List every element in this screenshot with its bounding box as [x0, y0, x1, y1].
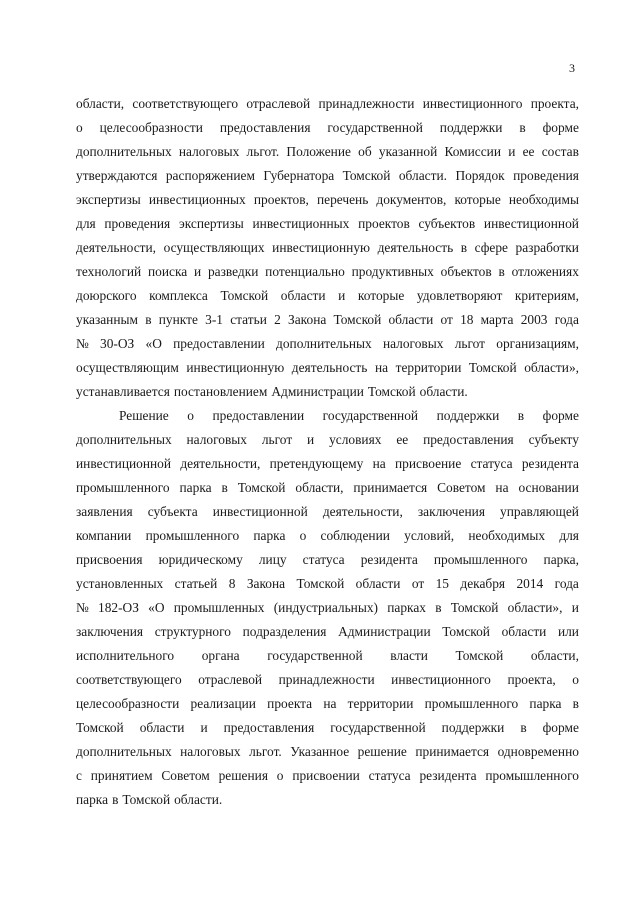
word: декабря — [460, 576, 506, 591]
word: статуса — [302, 552, 345, 567]
word: Советом — [437, 480, 486, 495]
word: основании — [518, 480, 579, 495]
word: технологий — [76, 264, 142, 279]
word: деятельности, — [76, 240, 157, 255]
word: области — [388, 312, 434, 327]
word: инвестиционной — [483, 216, 579, 231]
word: управляющей — [500, 504, 579, 519]
word: или — [557, 624, 579, 639]
word: принадлежности — [278, 672, 375, 687]
word: форме — [542, 720, 579, 735]
word: Комиссии — [444, 144, 502, 159]
word: о — [572, 672, 579, 687]
text-line — [76, 116, 579, 140]
word: инвестиционную — [186, 360, 285, 375]
word: на — [323, 696, 337, 711]
document-body — [76, 92, 579, 812]
text-line — [76, 620, 579, 644]
word: разведки — [207, 264, 259, 279]
word: марта — [480, 312, 514, 327]
word: парка, — [543, 552, 579, 567]
word: заявления — [76, 504, 133, 519]
word: решения — [218, 768, 268, 783]
word: одновременно — [497, 744, 579, 759]
text-line — [76, 260, 579, 284]
word: удовлетворяют — [416, 288, 503, 303]
word: отраслевой — [246, 96, 311, 111]
word: льгот — [454, 336, 486, 351]
word: 3-1 — [205, 312, 223, 327]
word: в — [145, 312, 152, 327]
word: налоговых — [180, 744, 241, 759]
word: дополнительных — [76, 144, 172, 159]
word: и — [193, 264, 202, 279]
word: форме — [542, 120, 579, 135]
word: парка — [76, 792, 109, 807]
word: документов, — [376, 192, 447, 207]
word: области», — [507, 600, 563, 615]
word: промышленного — [145, 528, 240, 543]
text-line — [76, 308, 579, 332]
word: разработки — [515, 240, 579, 255]
word: необходимых — [468, 528, 546, 543]
word: поддержки — [441, 720, 505, 735]
word: парка — [253, 528, 286, 543]
text-line — [76, 644, 579, 668]
word: заключения — [76, 624, 144, 639]
word: года — [554, 312, 579, 327]
word: области. — [398, 168, 447, 183]
word: структурного — [154, 624, 231, 639]
word: № — [76, 600, 89, 615]
word: постановлением — [173, 384, 268, 399]
word: статуса — [470, 456, 513, 471]
word: на — [495, 480, 509, 495]
word: об — [358, 144, 372, 159]
word: принадлежности — [318, 96, 415, 111]
word: (индустриальных) — [273, 600, 378, 615]
word: предоставления — [423, 432, 514, 447]
word: доюрского — [76, 288, 137, 303]
text-line — [76, 284, 579, 308]
word: комплекса — [149, 288, 208, 303]
text-line — [76, 788, 579, 812]
word: критериям, — [514, 288, 579, 303]
word: промышленных — [173, 600, 265, 615]
word: налоговых — [382, 336, 444, 351]
word: присвоение — [395, 456, 462, 471]
word: промышленного — [433, 552, 528, 567]
word: подразделения — [242, 624, 327, 639]
text-line — [76, 476, 579, 500]
word: о — [187, 408, 194, 423]
word: Советом — [161, 768, 210, 783]
text-line — [76, 524, 579, 548]
word: на — [372, 456, 386, 471]
word: № — [76, 336, 89, 351]
word: экспертизы — [178, 216, 244, 231]
word: промышленного — [76, 480, 170, 495]
word: государственной — [267, 648, 363, 663]
word: области, — [76, 96, 125, 111]
word: лицу — [258, 552, 287, 567]
word: пункте — [158, 312, 198, 327]
word: льгот. — [246, 144, 280, 159]
word: Администрации — [338, 624, 431, 639]
word: исполнительного — [76, 648, 175, 663]
word: в — [498, 264, 505, 279]
word: в — [460, 240, 468, 255]
word: Томской — [122, 792, 171, 807]
word: продуктивных — [351, 264, 434, 279]
word: присвоении — [292, 768, 360, 783]
text-line — [76, 164, 579, 188]
word: промышленного — [424, 696, 519, 711]
word: с — [76, 768, 82, 783]
word: области, — [295, 480, 344, 495]
word: которые — [454, 192, 501, 207]
text-line — [76, 428, 579, 452]
text-line — [76, 332, 579, 356]
word: парка — [179, 480, 212, 495]
word: условиях — [329, 432, 382, 447]
word: проведения — [513, 168, 579, 183]
word: осуществляющим — [76, 360, 179, 375]
word: юридическому — [158, 552, 243, 567]
word: ее — [522, 144, 535, 159]
word: принятием — [90, 768, 153, 783]
word: Положение — [286, 144, 351, 159]
word: инвестиционную — [272, 240, 371, 255]
word: от — [411, 576, 425, 591]
word: которые — [357, 288, 405, 303]
word: и — [200, 720, 208, 735]
word: осуществляющих — [163, 240, 265, 255]
word: Томской — [450, 600, 499, 615]
word: 2003 — [520, 312, 548, 327]
word: области», — [524, 360, 579, 375]
text-line — [76, 572, 579, 596]
word: установленных — [76, 576, 164, 591]
text-line — [76, 212, 579, 236]
word: распоряжением — [165, 168, 255, 183]
word: резидента — [419, 768, 477, 783]
word: территории — [395, 360, 462, 375]
word: инвестиционной — [76, 456, 172, 471]
word: отраслевой — [198, 672, 263, 687]
word: реализации — [190, 696, 256, 711]
word: компании — [76, 528, 132, 543]
word: 2 — [274, 312, 281, 327]
word: Томской — [220, 288, 269, 303]
word: присвоения — [76, 552, 143, 567]
word: в — [520, 720, 527, 735]
word: государственной — [330, 720, 426, 735]
word: принимается — [415, 744, 490, 759]
text-line — [76, 500, 579, 524]
word: утверждаются — [76, 168, 158, 183]
word: перечень — [316, 192, 369, 207]
word: экспертизы — [76, 192, 141, 207]
word: соблюдении — [320, 528, 390, 543]
word: целесообразности — [76, 696, 180, 711]
word: в — [435, 600, 442, 615]
text-line — [76, 452, 579, 476]
word: заключения — [417, 504, 485, 519]
word: проекта — [267, 696, 313, 711]
word: соответствующего — [76, 672, 182, 687]
word: указанным — [76, 312, 138, 327]
word: деятельности, — [180, 456, 261, 471]
word: Томской — [367, 384, 416, 399]
word: субъектов — [418, 216, 476, 231]
word: инвестиционного — [391, 672, 491, 687]
word: Томской — [468, 360, 517, 375]
word: на — [374, 360, 389, 375]
word: дополнительных — [276, 336, 372, 351]
word: предоставления — [219, 120, 311, 135]
text-line — [76, 92, 579, 116]
word: Решение — [119, 408, 169, 423]
word: Томской — [455, 648, 504, 663]
word: и — [571, 600, 579, 615]
word: сфере — [474, 240, 508, 255]
page-number: 3 — [569, 61, 575, 75]
word: деятельность — [377, 240, 454, 255]
word: ее — [396, 432, 409, 447]
word: дополнительных — [76, 744, 172, 759]
word: условий, — [404, 528, 455, 543]
word: резидента — [360, 552, 418, 567]
word: 182-ОЗ — [98, 600, 139, 615]
word: Губернатора — [263, 168, 335, 183]
word: Томской — [442, 624, 490, 639]
word: и — [307, 432, 315, 447]
word: претендующему — [269, 456, 364, 471]
word: в — [221, 480, 228, 495]
word: инвестиционной — [212, 504, 308, 519]
word: целесообразности — [99, 120, 203, 135]
text-line — [76, 236, 579, 260]
word: 18 — [460, 312, 474, 327]
text-line — [76, 140, 579, 164]
text-line — [76, 764, 579, 788]
word: парка — [529, 696, 562, 711]
word: парках — [387, 600, 426, 615]
word: в — [572, 696, 579, 711]
word: предоставления — [223, 720, 315, 735]
word: области — [355, 576, 401, 591]
word: инвестиционных — [148, 192, 246, 207]
word: в — [517, 408, 525, 423]
word: форме — [542, 408, 579, 423]
word: Указанное — [290, 744, 350, 759]
text-line — [76, 740, 579, 764]
word: о — [76, 120, 83, 135]
word: и — [338, 288, 346, 303]
word: области. — [174, 792, 223, 807]
text-line — [76, 380, 579, 404]
text-line — [76, 716, 579, 740]
word: необходимы — [508, 192, 579, 207]
word: власти — [390, 648, 428, 663]
word: отложениях — [511, 264, 579, 279]
text-line — [76, 548, 579, 572]
word: области, — [530, 648, 579, 663]
word: соответствующего — [132, 96, 239, 111]
word: 15 — [435, 576, 449, 591]
word: Томской — [296, 576, 345, 591]
word: области — [280, 288, 326, 303]
word: предоставлении — [173, 336, 265, 351]
word: проекта, — [530, 96, 579, 111]
word: поддержки — [436, 408, 500, 423]
word: проекта, — [507, 672, 556, 687]
word: указанной — [378, 144, 438, 159]
word: статьей — [174, 576, 218, 591]
word: и — [508, 144, 516, 159]
word: принимается — [353, 480, 428, 495]
word: промышленного — [485, 768, 579, 783]
word: о — [276, 768, 284, 783]
word: льгот. — [249, 744, 282, 759]
word: органа — [201, 648, 240, 663]
word: Закона — [288, 312, 327, 327]
text-line — [76, 404, 579, 428]
word: в — [519, 120, 526, 135]
word: решение — [357, 744, 407, 759]
word: области — [501, 624, 547, 639]
word: поддержки — [439, 120, 503, 135]
word: области — [139, 720, 185, 735]
word: льгот — [261, 432, 293, 447]
word: от — [440, 312, 453, 327]
word: организациям, — [496, 336, 579, 351]
word: инвестиционного — [422, 96, 523, 111]
text-line — [76, 188, 579, 212]
word: объектов — [440, 264, 492, 279]
word: статьи — [230, 312, 267, 327]
word: предоставлении — [212, 408, 305, 423]
word: Закона — [246, 576, 286, 591]
word: налоговых — [186, 432, 247, 447]
word: налоговых — [178, 144, 240, 159]
word: для — [76, 216, 96, 231]
word: Порядок — [455, 168, 505, 183]
text-line — [76, 596, 579, 620]
word: деятельности, — [322, 504, 403, 519]
word: состав — [541, 144, 579, 159]
word: проведения — [104, 216, 171, 231]
word: Томской — [237, 480, 286, 495]
word: Администрации — [271, 384, 364, 399]
word: потенциально — [265, 264, 345, 279]
word: для — [559, 528, 579, 543]
word: деятельность — [291, 360, 368, 375]
word: государственной — [322, 408, 419, 423]
text-line — [76, 692, 579, 716]
word: проектов, — [253, 192, 309, 207]
word: о — [299, 528, 307, 543]
word: статуса — [368, 768, 411, 783]
word: года — [554, 576, 579, 591]
word: Томской — [333, 312, 382, 327]
word: поиска — [147, 264, 188, 279]
text-line — [76, 668, 579, 692]
word: 2014 — [516, 576, 544, 591]
word: Томской — [342, 168, 391, 183]
word: 30-ОЗ — [100, 336, 135, 351]
word: Томской — [76, 720, 124, 735]
text-line — [76, 356, 579, 380]
word: проектов — [358, 216, 410, 231]
word: резидента — [521, 456, 579, 471]
word: субъекту — [528, 432, 579, 447]
word: субъекта — [147, 504, 198, 519]
word: «О — [148, 600, 165, 615]
word: «О — [145, 336, 162, 351]
word: дополнительных — [76, 432, 172, 447]
word: территории — [347, 696, 414, 711]
word: устанавливается — [76, 384, 170, 399]
word: инвестиционных — [252, 216, 350, 231]
word: государственной — [327, 120, 423, 135]
word: 8 — [228, 576, 236, 591]
word: области. — [419, 384, 468, 399]
word: в — [112, 792, 119, 807]
